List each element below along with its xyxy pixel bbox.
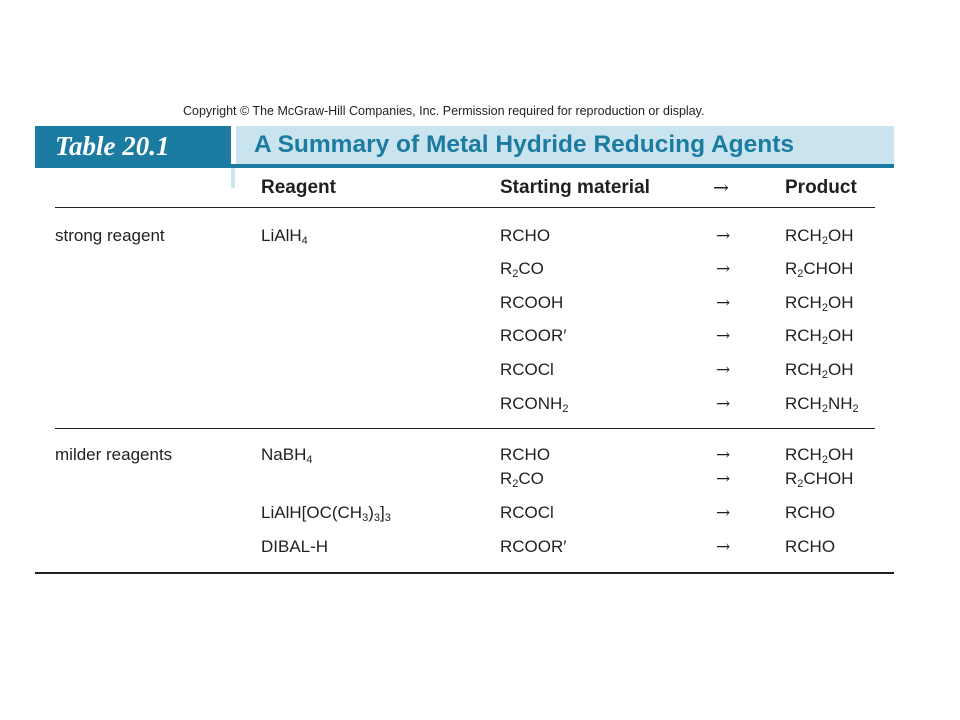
header-rule: [55, 207, 875, 208]
starting-material-cell: $R_2CO$: [500, 469, 544, 490]
reaction-arrow: →: [716, 360, 731, 380]
reagent-formula: NaBH$_4$: [261, 445, 313, 466]
product-cell: $RCH_2NH_2$: [785, 394, 859, 415]
table-label: Table 20.1: [55, 131, 170, 161]
table-bottom-rule: [35, 572, 894, 574]
product-cell: $R_2CHOH$: [785, 469, 854, 490]
copyright-notice: Copyright © The McGraw-Hill Companies, Inc. Permission required for reproduction or display.: [183, 104, 705, 118]
starting-material-cell: RCHO: [500, 226, 551, 245]
starting-material-cell: RCOOR′: [500, 537, 567, 556]
product-cell: $RCH_2OH$: [785, 360, 854, 381]
product-cell: RCHO: [785, 503, 836, 522]
reaction-arrow: →: [716, 394, 731, 414]
starting-material-cell: RCHO: [500, 445, 551, 464]
reaction-arrow: →: [716, 445, 731, 465]
starting-material-cell: RCOCl: [500, 360, 554, 379]
product-cell: RCHO: [785, 537, 836, 556]
category-milder-reagents: milder reagents: [55, 445, 173, 464]
reagent-formula: $LiAlH[OC(CH_3)_3]_3$: [261, 503, 391, 524]
reaction-arrow: →: [716, 469, 731, 489]
product-cell: $RCH_2OH$: [785, 326, 854, 347]
reagent-formula: DIBAL-H: [261, 537, 329, 556]
header-arrow: →: [713, 177, 729, 199]
header-starting-material: Starting material: [500, 177, 650, 198]
product-cell: $R_2CHOH$: [785, 259, 854, 280]
starting-material-cell: RCOOH: [500, 293, 564, 312]
product-cell: $RCH_2OH$: [785, 445, 854, 466]
reaction-arrow: →: [716, 259, 731, 279]
starting-material-cell: RCOCl: [500, 503, 554, 522]
title-foot-accent: [231, 168, 235, 188]
table-label-box: [35, 126, 231, 168]
reaction-arrow: →: [716, 293, 731, 313]
starting-material-cell: $RCONH_2$: [500, 394, 569, 415]
table-title-bar: [236, 126, 894, 164]
starting-material-cell: RCOOR′: [500, 326, 567, 345]
table-title: A Summary of Metal Hydride Reducing Agents: [254, 131, 794, 158]
group-divider: [55, 428, 875, 429]
title-underline: [231, 164, 894, 168]
product-cell: $RCH_2OH$: [785, 226, 854, 247]
reaction-arrow: →: [716, 226, 731, 246]
header-reagent: Reagent: [261, 177, 336, 198]
starting-material-cell: $R_2CO$: [500, 259, 544, 280]
product-cell: $RCH_2OH$: [785, 293, 854, 314]
reaction-arrow: →: [716, 503, 731, 523]
header-product: Product: [785, 177, 857, 198]
category-strong-reagent: strong reagent: [55, 226, 165, 245]
reaction-arrow: →: [716, 326, 731, 346]
reagent-formula: LiAlH$_4$: [261, 226, 308, 247]
reaction-arrow: →: [716, 537, 731, 557]
